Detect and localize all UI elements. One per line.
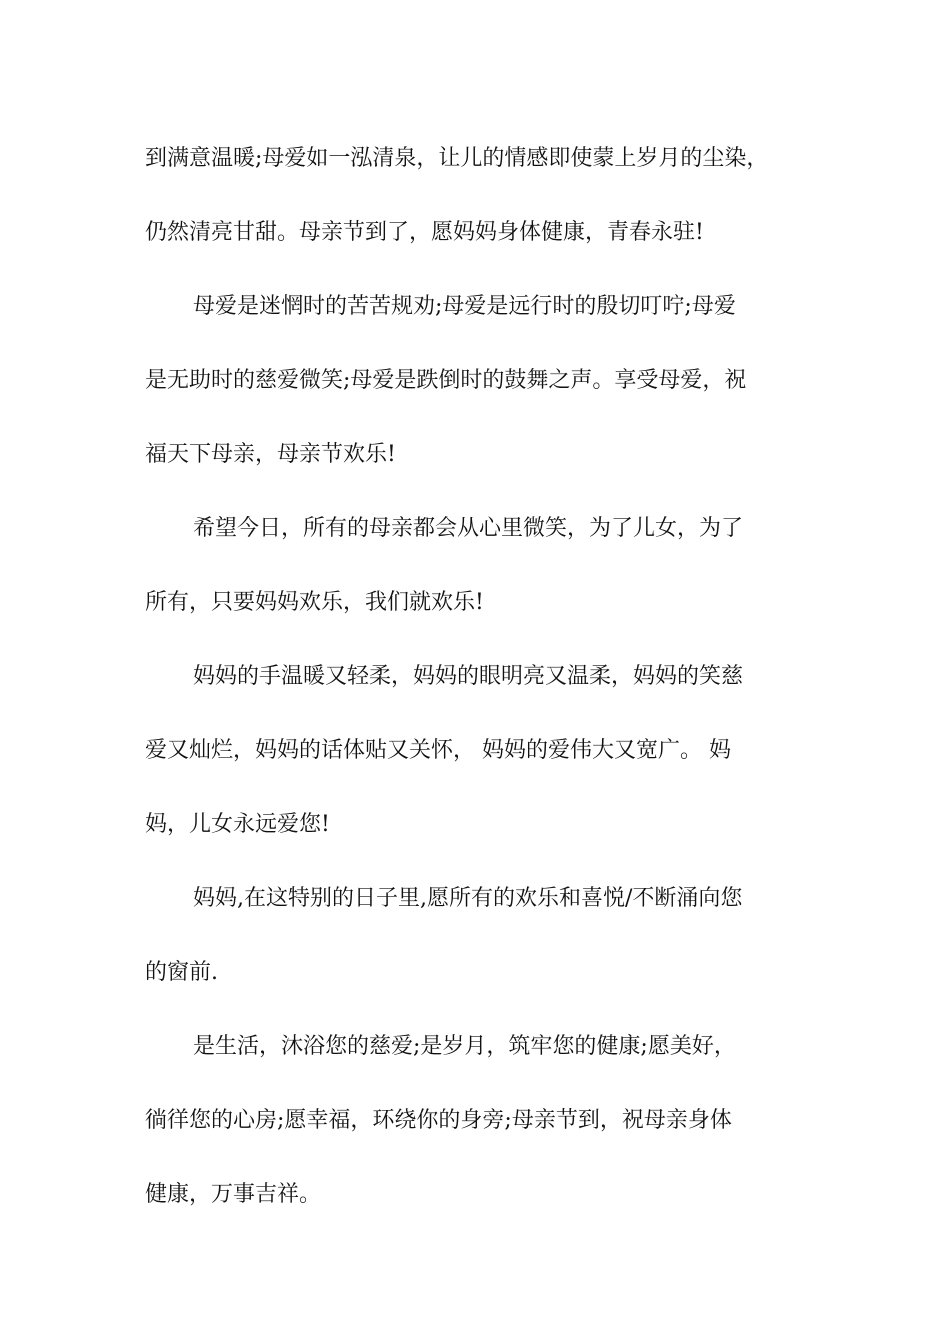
text-line: 到满意温暖;母爱如一泓清泉，让儿的情感即使蒙上岁月的尘染， [145, 146, 769, 171]
text-line: 是生活，沐浴您的慈爱;是岁月，筑牢您的健康;愿美好， [193, 1034, 736, 1059]
text-line: 母爱是迷惘时的苦苦规劝;母爱是远行时的殷切叮咛;母爱 [193, 294, 736, 319]
text-line: 妈，儿女永远爱您! [145, 812, 330, 837]
text-line: 妈妈,在这特别的日子里,愿所有的欢乐和喜悦/不断涌向您 [193, 886, 743, 911]
document-body [145, 122, 810, 1232]
text-line: 福天下母亲，母亲节欢乐! [145, 442, 396, 467]
text-line: 希望今日，所有的母亲都会从心里微笑，为了儿女，为了 [193, 516, 744, 541]
text-line: 妈妈的手温暖又轻柔，妈妈的眼明亮又温柔，妈妈的笑慈 [193, 664, 744, 689]
text-line: 爱又灿烂，妈妈的话体贴又关怀， 妈妈的爱伟大又宽广。 妈 [145, 738, 731, 763]
text-line: 所有，只要妈妈欢乐，我们就欢乐! [145, 590, 484, 615]
paragraph [145, 862, 810, 1010]
text-line: 是无助时的慈爱微笑;母爱是跌倒时的鼓舞之声。享受母爱，祝 [145, 368, 747, 393]
text-line: 的窗前. [145, 960, 218, 985]
text-line: 仍然清亮甘甜。母亲节到了，愿妈妈身体健康，青春永驻! [145, 220, 704, 245]
paragraph [145, 270, 810, 492]
paragraph [145, 122, 810, 270]
text-line: 健康，万事吉祥。 [145, 1182, 322, 1207]
paragraph [145, 640, 810, 862]
paragraph [145, 1010, 810, 1232]
paragraph [145, 492, 810, 640]
text-line: 徜徉您的心房;愿幸福，环绕你的身旁;母亲节到，祝母亲身体 [145, 1108, 732, 1133]
